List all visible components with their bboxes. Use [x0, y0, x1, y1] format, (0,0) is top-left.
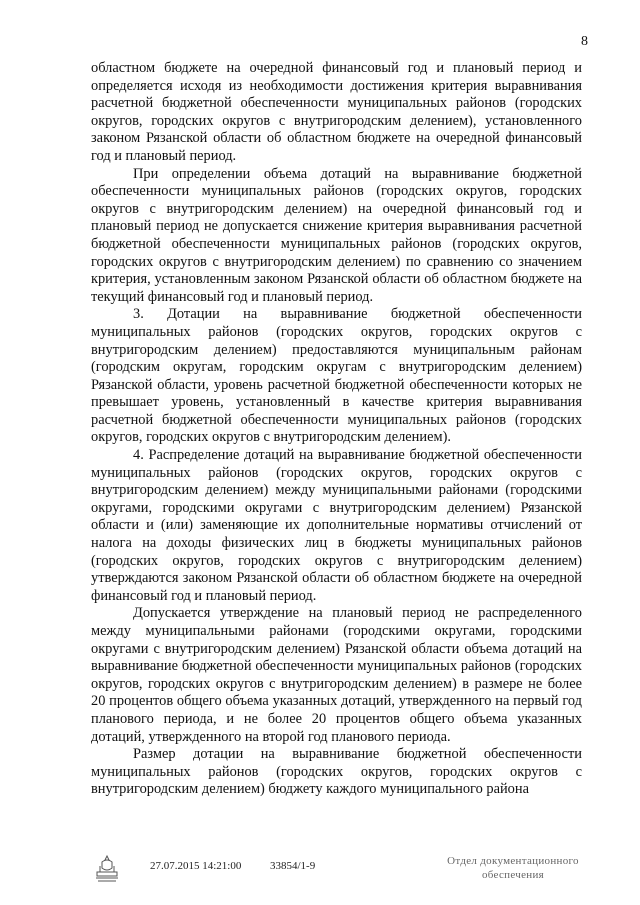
paragraph: При определении объема дотаций на выравнивание бюджетной обеспеченности муниципальных районов (городских округов, городских округов с внутригородским делением) на очередной финансовый год и плановый период не допускается снижение критерия выравнивания расчетной бюджетной обеспеченности муниципальных районов (городских округов, городских округов с внутригородским делением) по сравнению со значением критерия, установленным законом Рязанской области об областном бюджете на текущий финансовый год и плановый период.: [91, 165, 582, 305]
stamp-line: Отдел документационного: [447, 855, 579, 867]
stamp-line: обеспечения: [481, 869, 545, 881]
page-number: 8: [581, 34, 588, 49]
paragraph: Размер дотации на выравнивание бюджетной обеспеченности муниципальных районов (городских округов, городских округов с внутригородским делением) бюджету каждого муниципального района: [91, 746, 582, 798]
paragraph-continuation: областном бюджете на очередной финансовый год и плановый период и определяется исходя из необходимости достижения критерия выравнивания расчетной бюджетной обеспеченности муниципальных районов (городских округов, городских округов с внутригородским делением), установленного законом Рязанской области об областном бюджете на очередной финансовый год и плановый период.: [91, 60, 582, 164]
paragraph-item-4: 4. Распределение дотаций на выравнивание бюджетной обеспеченности муниципальных районов (городских округов, городских округов с внутригородским делением) между муниципальными районами (городскими округами, городскими округами с внутригородским делением) Рязанской области и (или) заменяющие их дополнительные нормативы отчислений от налога на доходы физических лиц в бюджеты муниципальных районов (городских округов, городских округов с внутригородским делением) утверждаются законом Рязанской области об областном бюджете на очередной финансовый год и плановый период.: [91, 447, 582, 604]
footer-stamp: [438, 854, 588, 882]
document-body: [91, 60, 582, 799]
page-footer: [0, 852, 640, 892]
emblem-logo-icon: [94, 854, 120, 884]
paragraph-item-3: 3. Дотации на выравнивание бюджетной обеспеченности муниципальных районов (городских округов, городских округов с внутригородским делением) предоставляются муниципальным районам (городским округам, городским округам с внутригородским делением) Рязанской области, уровень расчетной бюджетной обеспеченности которых не превышает уровень, установленный в качестве критерия выравнивания расчетной бюджетной обеспеченности муниципальных районов (городских округов, городских округов с внутригородским делением).: [91, 306, 582, 446]
footer-document-number: 33854/1-9: [270, 860, 316, 872]
paragraph: Допускается утверждение на плановый период не распределенного между муниципальными районами (городскими округами, городскими округами с внутригородским делением) Рязанской области объема дотаций на выравнивание бюджетной обеспеченности муниципальных районов (городских округов, городских округов с внутригородским делением) в размере не более 20 процентов общего объема указанных дотаций, утвержденного на первый год планового периода, и не более 20 процентов общего объема указанных дотаций, утвержденного на второй год планового периода.: [91, 605, 582, 745]
footer-datetime: 27.07.2015 14:21:00: [150, 860, 242, 872]
